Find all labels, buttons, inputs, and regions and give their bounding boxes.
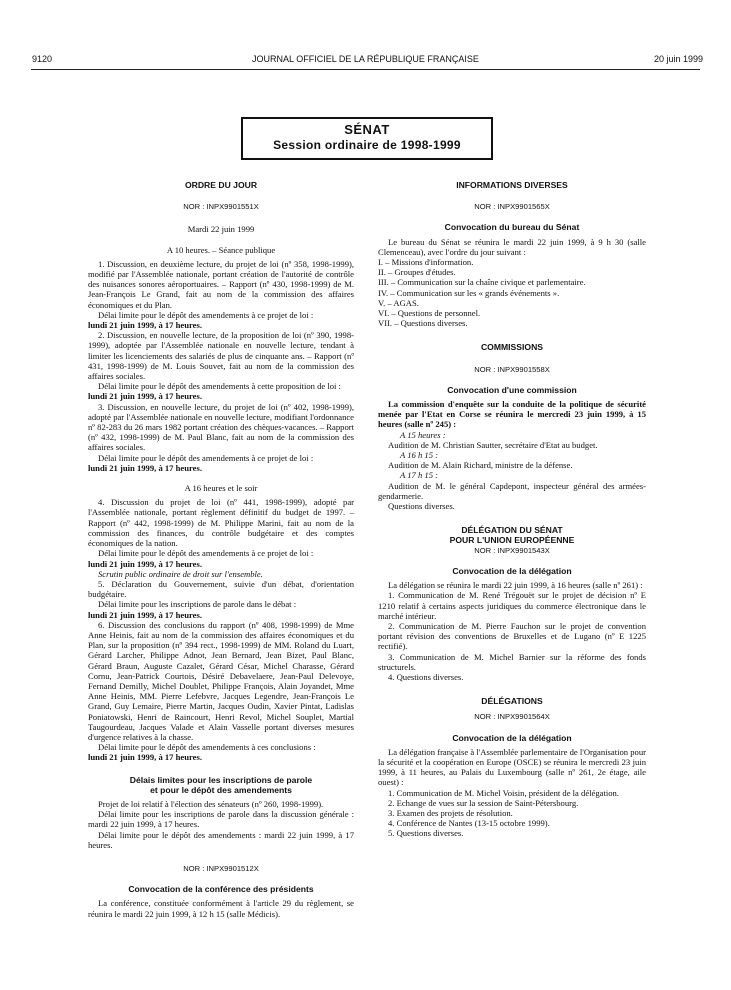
bureau-item: II. – Groupes d'études. <box>378 267 456 278</box>
deadline-date: lundi 21 juin 1999, à 17 heures. <box>88 752 202 763</box>
deadline-text: Délai limite pour le dépôt des amendements à cette proposition de loi : <box>98 381 341 392</box>
left-column <box>88 180 354 919</box>
delegation2-item: 2. Echange de vues sur la session de Saint-Pétersbourg. <box>388 797 579 808</box>
delegation-text: La délégation se réunira le mardi 22 juin 1999, à 16 heures (salle nº 261) : <box>388 580 643 591</box>
delegation2-item: 5. Questions diverses. <box>388 828 464 839</box>
delegation2-convocation-heading: Convocation de la délégation <box>452 732 572 743</box>
deadline-text: Délai limite pour le dépôt des amendements à ce projet de loi : <box>98 309 314 320</box>
time-slot: A 16 h 15 : <box>400 450 439 461</box>
delais-heading-line2: et pour le dépôt des amendements <box>150 784 292 795</box>
deadline-text: Délai limite pour les inscriptions de parole dans le débat : <box>98 599 297 610</box>
title-box <box>241 117 493 160</box>
conference-heading: Convocation de la conférence des présidents <box>128 884 314 895</box>
bureau-item: V. – AGAS. <box>378 297 419 308</box>
bureau-item: IV. – Communication sur les « grands événements ». <box>378 287 560 298</box>
delegation-ue-heading-line2: POUR L'UNION EUROPÉENNE <box>449 535 575 546</box>
deadline-text: Délai limite pour le dépôt des amendements à ce projet de loi : <box>98 548 314 559</box>
agenda-item-1: 1. Discussion, en deuxième lecture, du projet de loi (nº 358, 1998-1999), modifié par l'Assemblée nationale, portant création de l'autorité de contrôle des nuisances sonores aéroportuaires. – Rapport (nº 430, 1998-1999) de M. Jean-François Le Grand, fait au nom de la commission des affaires économiques et du Plan. <box>88 258 354 310</box>
time-slot: A 15 heures : <box>400 429 446 440</box>
bureau-text: Le bureau du Sénat se réunira le mardi 22 juin 1999, à 9 h 30 (salle Clemenceau), avec l'ordre du jour suivant : <box>378 236 646 257</box>
agenda-item-2: 2. Discussion, en nouvelle lecture, de la proposition de loi (nº 390, 1998-1999), adoptée par l'Assemblée nationale en nouvelle lecture, tendant à limiter les licenciements des salariés de plus de cinquante ans. – Rapport (nº 431, 1998-1999) de M. Louis Souvet, fait au nom de la commission des affaires sociales. <box>88 330 354 382</box>
delegation-item: 3. Communication de M. Michel Barnier sur la réforme des fonds structurels. <box>378 651 646 672</box>
issue-date: 20 juin 1999 <box>653 54 703 64</box>
time-slot: A 17 h 15 : <box>400 470 439 481</box>
delais-amendements: Délai limite pour le dépôt des amendements : mardi 22 juin 1999, à 17 heures. <box>88 829 354 850</box>
delegation-item: 1. Communication de M. René Trégouët sur le projet de décision nº E 1210 relatif à certains aspects juridiques du commerce électronique dans le marché intérieur. <box>378 590 646 621</box>
bureau-item: VI. – Questions de personnel. <box>378 308 481 319</box>
deadline-date: lundi 21 juin 1999, à 17 heures. <box>88 320 202 331</box>
nor-reference: NOR : INPX9901543X <box>474 545 550 555</box>
nor-reference: NOR : INPX9901558X <box>474 364 550 374</box>
delegations-heading: DÉLÉGATIONS <box>481 696 543 707</box>
nor-reference: NOR : INPX9901564X <box>474 712 550 722</box>
deadline-text: Délai limite pour le dépôt des amendements à ces conclusions : <box>98 742 316 753</box>
commissions-heading: COMMISSIONS <box>480 342 544 353</box>
header-rule <box>31 69 700 70</box>
page-number: 9120 <box>32 54 53 64</box>
delegation2-item: 4. Conférence de Nantes (13-15 octobre 1999). <box>388 818 550 829</box>
agenda-item-4: 4. Discussion du projet de loi (nº 441, 1998-1999), adopté par l'Assemblée nationale, portant règlement définitif du budget de 1997. – Rapport (nº 442, 1998-1999) de M. Philippe Marini, fait au nom de la commission des finances, du contrôle budgétaire et des comptes économiques de la nation. <box>88 497 354 549</box>
delegation-ue-heading-line1: DÉLÉGATION DU SÉNAT <box>461 525 563 536</box>
delegation2-item: 3. Examen des projets de résolution. <box>388 807 513 818</box>
right-column <box>378 180 646 839</box>
ordre-du-jour-heading: ORDRE DU JOUR <box>184 180 258 190</box>
agenda-item-3: 3. Discussion, en nouvelle lecture, du projet de loi (nº 402, 1998-1999), adopté par l'Assemblée nationale en nouvelle lecture, modifiant l'ordonnance nº 82-283 du 26 mars 1982 portant création des chèques-vacances. – Rapport (nº 432, 1998-1999) de M. Paul Blanc, fait au nom de la commission des affaires sociales. <box>88 401 354 453</box>
deadline-date: lundi 21 juin 1999, à 17 heures. <box>88 558 202 569</box>
date-line: Mardi 22 juin 1999 <box>187 224 255 235</box>
agenda-item-6: 6. Discussion des conclusions du rapport (nº 408, 1998-1999) de Mme Anne Heinis, fait au nom de la commission des affaires économiques et du Plan, sur la proposition (nº 394 rect., 1998-1999) de MM. Roland du Luart, Gérard Larcher, Philippe Adnot, Jean Bernard, Jean Bizet, Paul Blanc, Gérard Braun, Auguste Cazalet, Gérard César, Michel Charasse, Gérard Cornu, Jean-Patrick Courtois, Désiré Debavelaere, Jean-Paul Delevoye, Fernand Demilly, Michel Doublet, Philippe François, Alain Joyandet, Mme Anne Heinis, MM. Pierre Lefebvre, Jacques Legendre, Jean-François Le Grand, Guy Lemaire, Pierre Martin, Jacques Oudin, Xavier Pintat, Ladislas Poniatowski, Henri de Raincourt, Henri Revol, Michel Souplet, Martial Taugourdeau, Jacques Valade et Alain Vasselle portant diverses mesures d'urgence relatives à la chasse. <box>88 619 354 742</box>
delegation-item: 4. Questions diverses. <box>388 671 464 682</box>
delegation2-text: La délégation française à l'Assemblée parlementaire de l'Organisation pour la sécurité et la coopération en Europe (OSCE) se réunira le mercredi 23 juin 1999, à 11 heures, au Palais du Luxembourg (salle nº 261, 2e étage, aile ouest) : <box>378 746 646 788</box>
seance-afternoon: A 16 heures et le soir <box>184 483 258 494</box>
delegation-item: 2. Communication de M. Pierre Fauchon sur le projet de convention portant révision des conventions de Bruxelles et de Lugano (nº E 1225 rectifié). <box>378 620 646 652</box>
delegation-convocation-heading: Convocation de la délégation <box>452 565 572 576</box>
commission-text: La commission d'enquête sur la conduite de la politique de sécurité menée par l'Etat en Corse se réunira le mercredi 23 juin 1999, à 15 heures (salle nº 245) : <box>378 399 646 430</box>
journal-title: JOURNAL OFFICIEL DE LA RÉPUBLIQUE FRANÇAISE <box>252 54 479 64</box>
delais-parole: Délai limite pour les inscriptions de parole dans la discussion générale : mardi 22 juin 1999, à 17 heures. <box>88 809 354 830</box>
informations-heading: INFORMATIONS DIVERSES <box>456 180 568 190</box>
delegation2-item: 1. Communication de M. Michel Voisin, président de la délégation. <box>388 787 619 798</box>
bureau-heading: Convocation du bureau du Sénat <box>444 222 580 233</box>
deadline-date: lundi 21 juin 1999, à 17 heures. <box>88 462 202 473</box>
audition: Audition de M. le général Capdepont, inspecteur général des armées-gendarmerie. <box>378 480 646 501</box>
scrutin-note: Scrutin public ordinaire de droit sur l'ensemble. <box>98 568 263 579</box>
commission-convocation-heading: Convocation d'une commission <box>447 384 577 395</box>
agenda-item-5: 5. Déclaration du Gouvernement, suivie d'un débat, d'orientation budgétaire. <box>88 578 354 600</box>
senat-title: SÉNAT <box>344 122 390 137</box>
audition: Audition de M. Christian Sautter, secrétaire d'Etat au budget. <box>388 439 598 450</box>
nor-reference: NOR : INPX9901565X <box>474 202 550 212</box>
delais-project: Projet de loi relatif à l'élection des sénateurs (nº 260, 1998-1999). <box>98 798 324 809</box>
bureau-item: III. – Communication sur la chaîne civique et parlementaire. <box>378 277 586 288</box>
page-header <box>0 54 731 68</box>
audition: Audition de M. Alain Richard, ministre de la défense. <box>388 460 573 471</box>
delais-heading-line1: Délais limites pour les inscriptions de parole <box>129 774 313 785</box>
seance-morning: A 10 heures. – Séance publique <box>166 244 276 255</box>
deadline-date: lundi 21 juin 1999, à 17 heures. <box>88 391 202 402</box>
deadline-date: lundi 21 juin 1999, à 17 heures. <box>88 609 202 620</box>
bureau-item: I. – Missions d'information. <box>378 257 474 268</box>
bureau-item: VII. – Questions diverses. <box>378 318 468 329</box>
session-title: Session ordinaire de 1998-1999 <box>273 138 461 152</box>
nor-reference: NOR : INPX9901551X <box>183 202 259 212</box>
questions-diverses: Questions diverses. <box>388 501 455 512</box>
deadline-text: Délai limite pour le dépôt des amendements à ce projet de loi : <box>98 452 314 463</box>
nor-reference: NOR : INPX9901512X <box>183 863 259 873</box>
conference-text: La conférence, constituée conformément à l'article 29 du règlement, se réunira le mardi 22 juin 1999, à 12 h 15 (salle Médicis). <box>88 898 354 919</box>
